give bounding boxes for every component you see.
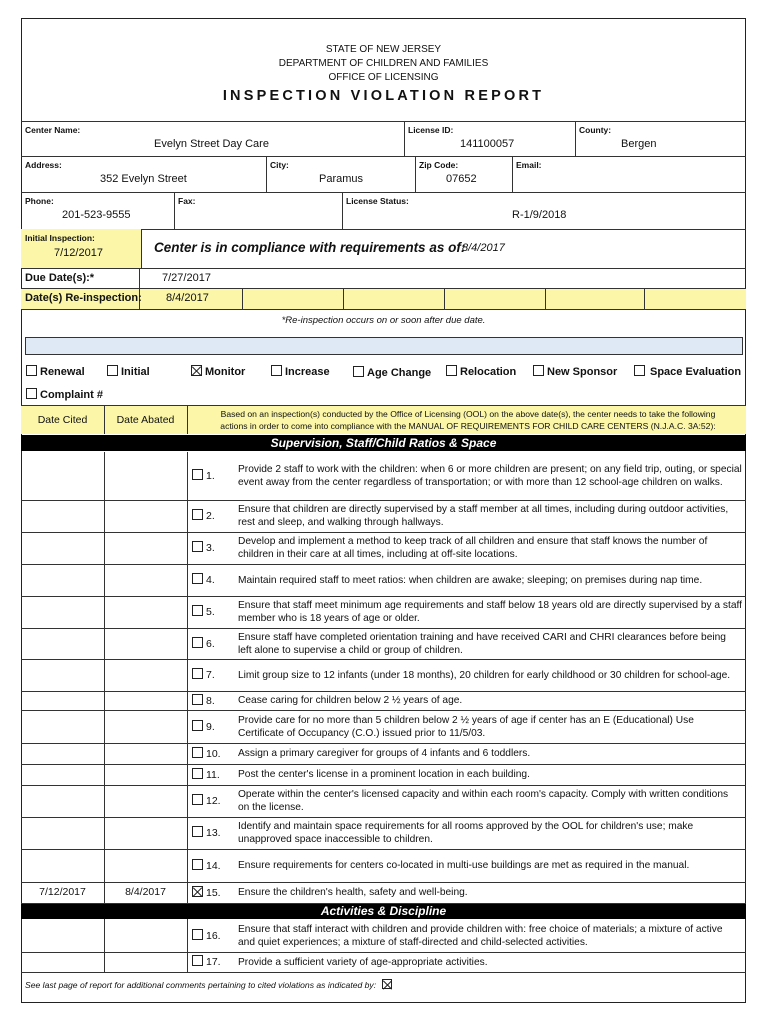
compliance-date[interactable]: 8/4/2017 [462,242,505,254]
violation-text: Ensure that staff meet minimum age requirements and staff below 18 years old are directly supervised by a staff member who is 18 years of age or older. [238,600,742,624]
violation-checkbox-item[interactable] [192,541,215,554]
initial-inspection-label: Initial Inspection: [25,233,95,243]
city-value[interactable]: Paramus [319,173,364,185]
violation-checkbox-item[interactable] [192,668,215,681]
option-initial[interactable]: Initial [107,365,150,378]
violation-number: 9. [206,720,215,733]
notes-input-bar[interactable] [25,337,743,355]
option-age-change[interactable]: Age Change [353,366,431,379]
violation-checkbox-item[interactable] [192,747,221,760]
license-status-value[interactable]: R-1/9/2018 [512,209,567,221]
violation-checkbox-item[interactable] [192,768,220,781]
violation-checkbox-item[interactable] [192,886,221,899]
violation-checkbox-item[interactable] [192,637,215,650]
violation-text: Cease caring for children below 2 ½ years of age. [238,695,463,706]
option-increase[interactable]: Increase [271,365,330,378]
monitor-checkbox[interactable] [191,365,202,376]
reinspection-date[interactable]: 8/4/2017 [166,292,209,304]
date-abated-cell[interactable]: 8/4/2017 [125,885,166,898]
violation-checkbox-item[interactable] [192,720,215,733]
violation-number: 8. [206,694,215,707]
violation-checkbox[interactable] [192,637,203,648]
violation-number: 3. [206,542,215,554]
complaint-checkbox[interactable] [26,388,37,399]
violation-number: 11. [206,768,220,781]
violation-checkbox-item[interactable] [192,826,221,839]
violation-number: 1. [206,470,215,482]
violation-checkbox-item[interactable] [192,794,221,807]
violation-number: 14. [206,859,221,872]
license-id-value[interactable]: 141100057 [460,138,515,150]
center-name-label: Center Name: [25,125,81,135]
license-id-label: License ID: [408,125,454,135]
violation-checkbox-item[interactable] [192,929,221,942]
office-name: OFFICE OF LICENSING [328,72,439,83]
option-complaint[interactable]: Complaint # [26,388,103,401]
violation-checkbox[interactable] [192,886,203,897]
footer-note: See last page of report for additional comments pertaining to cited violations as indicated by: [25,979,395,990]
option-new-sponsor[interactable]: New Sponsor [533,365,617,378]
violation-text: Assign a primary caregiver for groups of 4 infants and 6 toddlers. [238,748,531,759]
license-status-label: License Status: [346,196,409,206]
violation-checkbox[interactable] [192,469,203,480]
violation-number: 12. [206,795,221,807]
violation-checkbox-item[interactable] [192,859,221,872]
violation-text: Develop and implement a method to keep track of all children and ensure that staff knows the number of children in their care at all times, including at off-site locations. [238,536,708,560]
comment-indicator-icon [382,979,392,989]
violation-number: 13. [206,827,221,839]
violation-checkbox[interactable] [192,859,203,870]
section-activities: Activities & Discipline [21,903,746,919]
violation-checkbox-item[interactable] [192,955,221,968]
county-value[interactable]: Bergen [621,138,657,150]
violation-checkbox[interactable] [192,929,203,940]
option-relocation[interactable]: Relocation [446,365,516,378]
report-header [21,43,746,85]
department-name: DEPARTMENT OF CHILDREN AND FAMILIES [278,58,489,69]
increase-checkbox[interactable] [271,365,282,376]
violation-checkbox-item[interactable] [192,605,215,618]
violation-number: 16. [206,929,221,942]
violation-text: Maintain required staff to meet ratios: when children are awake; sleeping; on premises during nap time. [238,574,703,586]
fax-label: Fax: [178,196,196,206]
violation-checkbox[interactable] [192,768,203,779]
violation-checkbox[interactable] [192,794,203,805]
zip-label: Zip Code: [419,160,459,170]
violation-number: 7. [206,669,215,681]
table-intro: Based on an inspection(s) conducted by the Office of Licensing (OOL) on the above date(s), the center needs to take the following actions in order to come into compliance with the MANUAL OF REQUIREMENTS FOR CHILD CARE CENTERS (N.J.A.C. 3A:52): [220,409,716,431]
violation-checkbox[interactable] [192,509,203,520]
option-space-evaluation[interactable]: Space Evaluation [634,365,741,378]
county-label: County: [579,125,612,135]
violation-text: Provide care for no more than 5 children below 2 ½ years of age if center has an E (Educational) Use Certificate of Occupancy (C.O.) issued prior to 11/5/03. [238,714,694,739]
renewal-checkbox[interactable] [26,365,37,376]
violation-checkbox-item[interactable] [192,694,215,707]
relocation-checkbox[interactable] [446,365,457,376]
violation-text: Provide 2 staff to work with the children: when 6 or more children are present; on any field trip, outing, or special event away from the center regardless of transportation; or with more than 12 school-age children on walks. [238,464,742,488]
compliance-statement: Center is in compliance with requirements as of: [154,240,466,255]
violation-number: 15. [206,886,221,899]
address-value[interactable]: 352 Evelyn Street [100,173,187,185]
city-label: City: [270,160,289,170]
state-name: STATE OF NEW JERSEY [325,44,442,55]
violation-checkbox[interactable] [192,955,203,966]
violation-text: Identify and maintain space requirements for all rooms approved by the OOL for children's use; make unapproved space inaccessible to children. [238,821,694,845]
zip-value[interactable]: 07652 [446,173,477,185]
violation-text: Ensure requirements for centers co-located in multi-use buildings are met as required in the manual. [238,860,690,871]
violation-checkbox-item[interactable] [192,509,215,522]
date-cited-cell[interactable]: 7/12/2017 [39,885,86,898]
violation-number: 2. [206,510,215,522]
violation-checkbox[interactable] [192,826,203,837]
violation-text: Provide a sufficient variety of age-appropriate activities. [238,956,488,968]
email-label: Email: [516,160,542,170]
date-cited-header: Date Cited [37,414,88,426]
new-sponsor-checkbox[interactable] [533,365,544,376]
violation-number: 5. [206,606,215,618]
violation-checkbox[interactable] [192,605,203,616]
violation-text: Ensure that staff interact with children and provide children with: free choice of materials; a mixture of active and quiet experiences; a mixture of staff-directed and child-selected activities. [238,923,723,948]
violation-text: Limit group size to 12 infants (under 18 months), 20 children for early childhood or 30 children for school-age. [238,669,731,681]
reinspection-label: Date(s) Re-inspection: [25,292,142,304]
violation-checkbox[interactable] [192,573,203,584]
violation-checkbox[interactable] [192,747,203,758]
violation-text: Operate within the center's licensed capacity and within each room's capacity. Comply with written conditions on the license. [238,789,729,813]
violation-text: Ensure the children's health, safety and well-being. [238,887,468,898]
phone-label: Phone: [25,196,54,206]
violation-checkbox[interactable] [192,668,203,679]
violation-checkbox-item[interactable] [192,469,215,482]
space-evaluation-checkbox[interactable] [634,365,645,376]
violation-checkbox[interactable] [192,541,203,552]
option-monitor[interactable]: Monitor [191,365,245,378]
violation-text: Post the center's license in a prominent location in each building. [238,769,530,780]
violation-checkbox[interactable] [192,720,203,731]
due-date-value[interactable]: 7/27/2017 [162,272,211,284]
violation-checkbox[interactable] [192,694,203,705]
violation-text: Ensure that children are directly supervised by a staff member at all times, including during outdoor activities, rest and sleep, and walking through hallways. [238,504,729,528]
address-label: Address: [25,160,62,170]
age-change-checkbox[interactable] [353,366,364,377]
section-supervision: Supervision, Staff/Child Ratios & Space [21,435,746,451]
violation-checkbox-item[interactable] [192,573,215,586]
option-renewal[interactable]: Renewal [26,365,85,378]
center-name-value[interactable]: Evelyn Street Day Care [154,138,269,150]
violation-number: 10. [206,747,221,760]
violation-number: 17. [206,956,221,968]
reinspection-footnote: *Re-inspection occurs on or soon after due date. [281,315,486,326]
phone-value[interactable]: 201-523-9555 [62,209,131,221]
violation-number: 6. [206,637,215,650]
initial-inspection-date[interactable]: 7/12/2017 [54,247,103,259]
report-title: INSPECTION VIOLATION REPORT [222,88,545,104]
violation-number: 4. [206,574,215,586]
due-date-label: Due Date(s):* [25,272,95,284]
initial-checkbox[interactable] [107,365,118,376]
date-abated-header: Date Abated [116,414,175,426]
violation-text: Ensure staff have completed orientation training and have received CARI and CHRI clearances before being left alone to supervise a child or group of children. [238,631,726,656]
